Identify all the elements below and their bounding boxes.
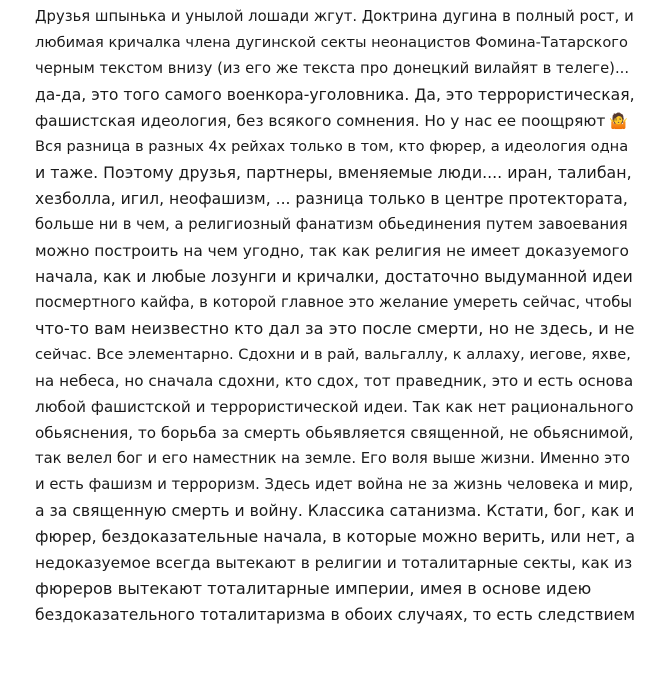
text-line: посмертного кайфа, в которой главное это желание умереть сейчас, чтобы xyxy=(35,294,633,311)
text-line: хезболла, игил, неофашизм, ... разница только в центре протектората, xyxy=(35,190,628,208)
text-line: Вся разница в разных 4х рейхах только в том, кто фюрер, а идеология одна xyxy=(35,138,629,155)
text-line: черным текстом внизу (из его же текста про донецкий вилайят в телеге)... xyxy=(35,60,630,77)
text-line: так велел бог и его наместник на земле. Его воля выше жизни. Именно это xyxy=(35,450,630,467)
text-line: да-да, это того самого военкора-уголовника. Да, это террористическая, xyxy=(35,86,635,104)
text-line: а за священную смерть и войну. Классика сатанизма. Кстати, бог, как и xyxy=(35,502,635,520)
text-line: и есть фашизм и терроризм. Здесь идет война не за жизнь человека и мир, xyxy=(35,476,634,493)
text-line: сейчас. Все элементарно. Сдохни и в рай, вальгаллу, к аллаху, иегове, яхве, xyxy=(35,346,631,363)
text-line-with-emoji xyxy=(35,108,635,134)
text-line: на небеса, но сначала сдохни, кто сдох, тот праведник, это и есть основа xyxy=(35,372,634,390)
text-line: бездоказательного тоталитаризма в обоих случаях, то есть следствием xyxy=(35,606,635,624)
text-line: и таже. Поэтому друзья, партнеры, вменяемые люди.... иран, талибан, xyxy=(35,163,632,182)
text-line: любой фашистской и террористической идеи. Так как нет рационального xyxy=(35,398,634,416)
text-line: недоказуемое всегда вытекают в религии и тоталитарные секты, как из xyxy=(35,554,633,572)
shrug-emoji-icon: 🤷 xyxy=(609,112,629,130)
text-line: Друзья шпынька и унылой лошади жгут. Доктрина дугина в полный рост, и xyxy=(35,8,634,25)
text-line: начала, как и любые лозунги и кричалки, достаточно выдуманной идеи xyxy=(35,268,633,286)
post-text xyxy=(35,4,635,628)
text-line: можно построить на чем угодно, так как религия не имеет доказуемого xyxy=(35,242,629,260)
text-line: фюреров вытекают тоталитарные империи, имея в основе идею xyxy=(35,579,592,598)
text-line: больше ни в чем, а религиозный фанатизм обьединения путем завоевания xyxy=(35,216,628,233)
text-line: любимая кричалка члена дугинской секты неонацистов Фомина-Татарского xyxy=(35,34,628,51)
text-line: что-то вам неизвестно кто дал за это после смерти, но не здесь, и не xyxy=(35,319,635,338)
text-line: обьяснения, то борьба за смерть обьявляется священной, не обьяснимой, xyxy=(35,424,634,442)
text-line: фашистская идеология, без всякого сомнения. Но у нас ее поощряют xyxy=(35,112,606,130)
text-line: фюрер, бездоказательные начала, в которые можно верить, или нет, а xyxy=(35,527,636,546)
